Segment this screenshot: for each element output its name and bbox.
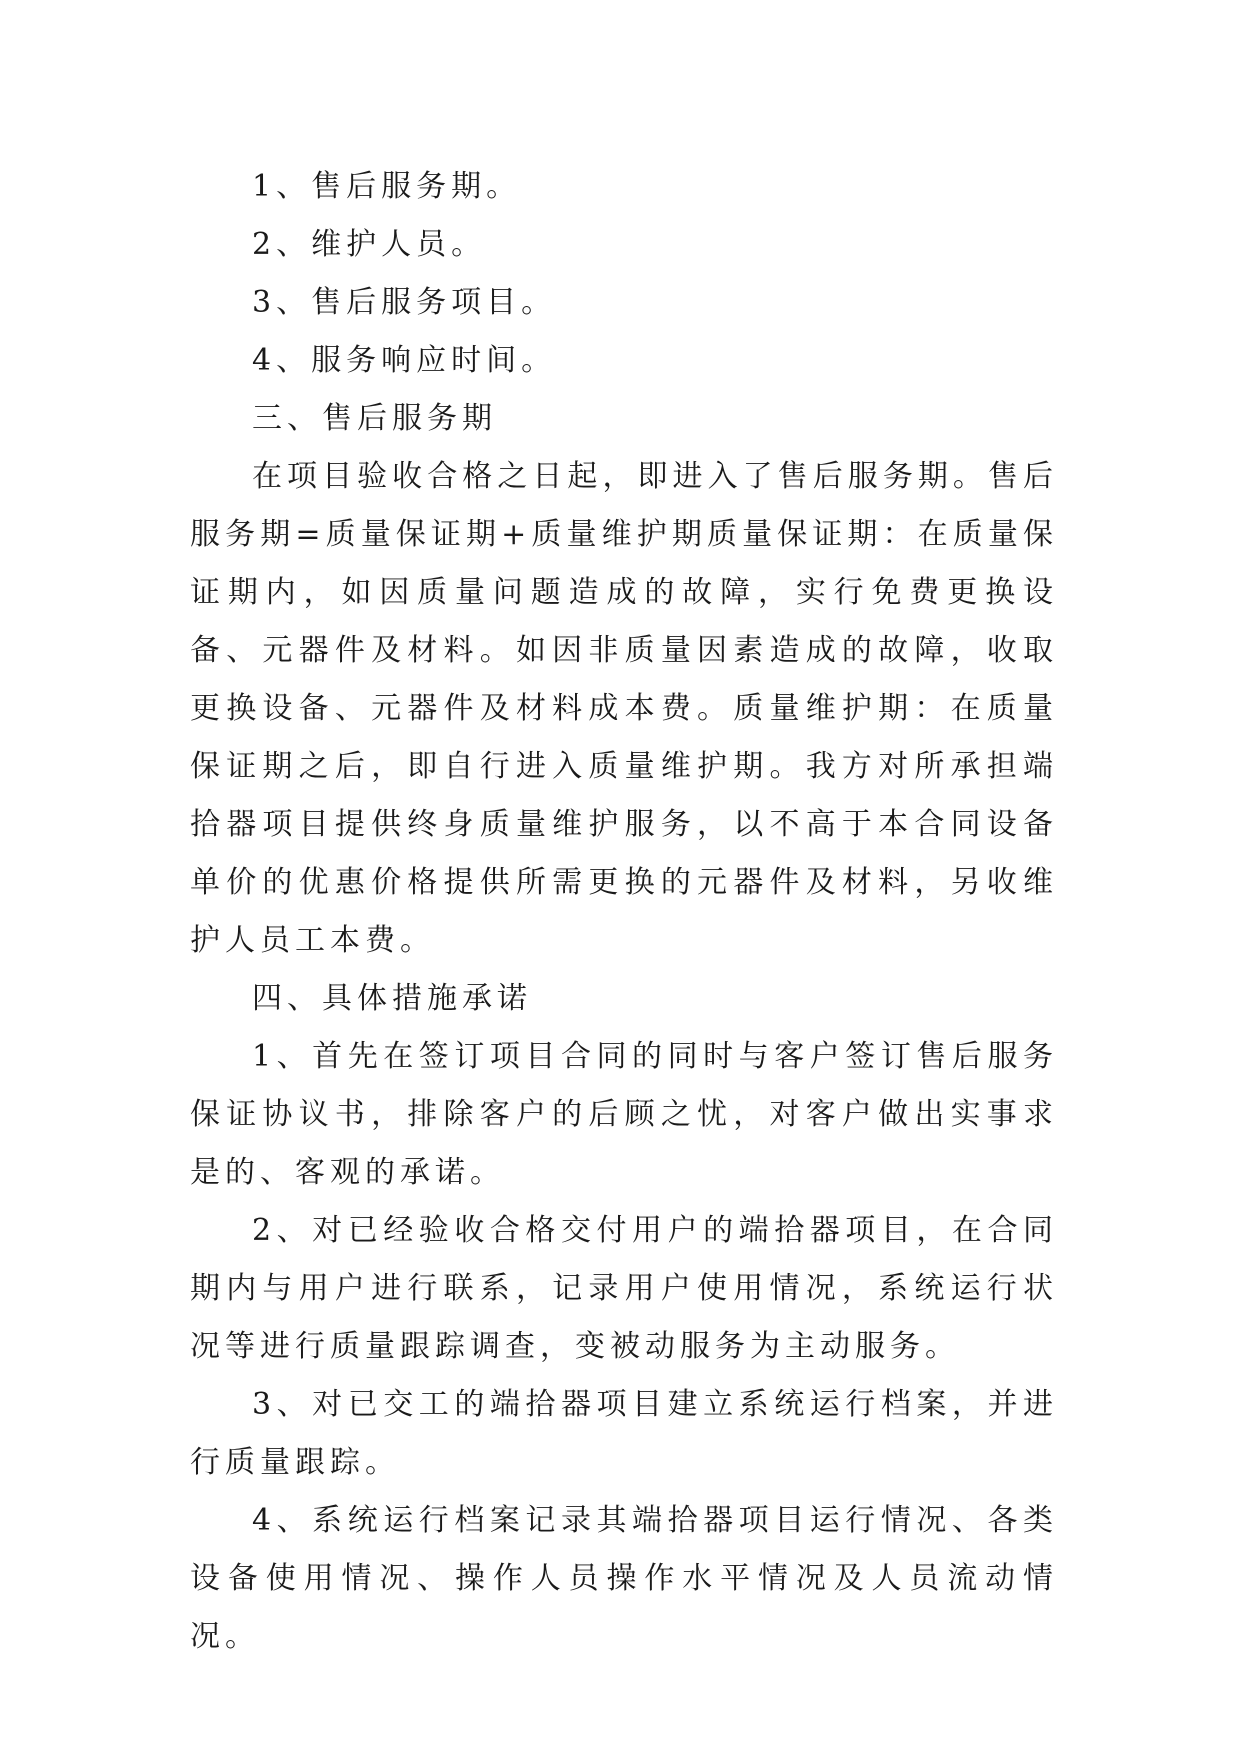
paragraph-service-period: 在项目验收合格之日起，即进入了售后服务期。售后服务期=质量保证期+质量维护期质量保证期：在质量保证期内，如因质量问题造成的故障，实行免费更换设备、元器件及材料。如因非质量因素造成的故障，收取更换设备、元器件及材料成本费。质量维护期：在质量保证期之后，即自行进入质量维护期。我方对所承担端拾器项目提供终身质量维护服务，以不高于本合同设备单价的优惠价格提供所需更换的元器件及材料，另收维护人员工本费。 <box>190 459 1058 958</box>
list-item-service-items: 3、售后服务项目。 <box>252 285 557 320</box>
section-heading-service-period: 三、售后服务期 <box>252 401 497 436</box>
paragraph-commitment-1: 1、首先在签订项目合同的同时与客户签订售后服务保证协议书，排除客户的后顾之忧，对客户做出实事求是的、客观的承诺。 <box>190 1039 1058 1190</box>
paragraph-commitment-2: 2、对已经验收合格交付用户的端拾器项目，在合同期内与用户进行联系，记录用户使用情况，系统运行状况等进行质量跟踪调查，变被动服务为主动服务。 <box>190 1213 1058 1364</box>
paragraph-commitment-3: 3、对已交工的端拾器项目建立系统运行档案，并进行质量跟踪。 <box>190 1387 1058 1480</box>
paragraph-commitment-4: 4、系统运行档案记录其端拾器项目运行情况、各类设备使用情况、操作人员操作水平情况及人员流动情况。 <box>190 1503 1058 1654</box>
section-heading-commitments: 四、具体措施承诺 <box>252 981 532 1016</box>
list-item-service-period: 1、售后服务期。 <box>252 169 522 204</box>
document-body <box>190 158 1058 1666</box>
list-item-response-time: 4、服务响应时间。 <box>252 343 557 378</box>
list-item-maintenance-staff: 2、维护人员。 <box>252 227 487 262</box>
